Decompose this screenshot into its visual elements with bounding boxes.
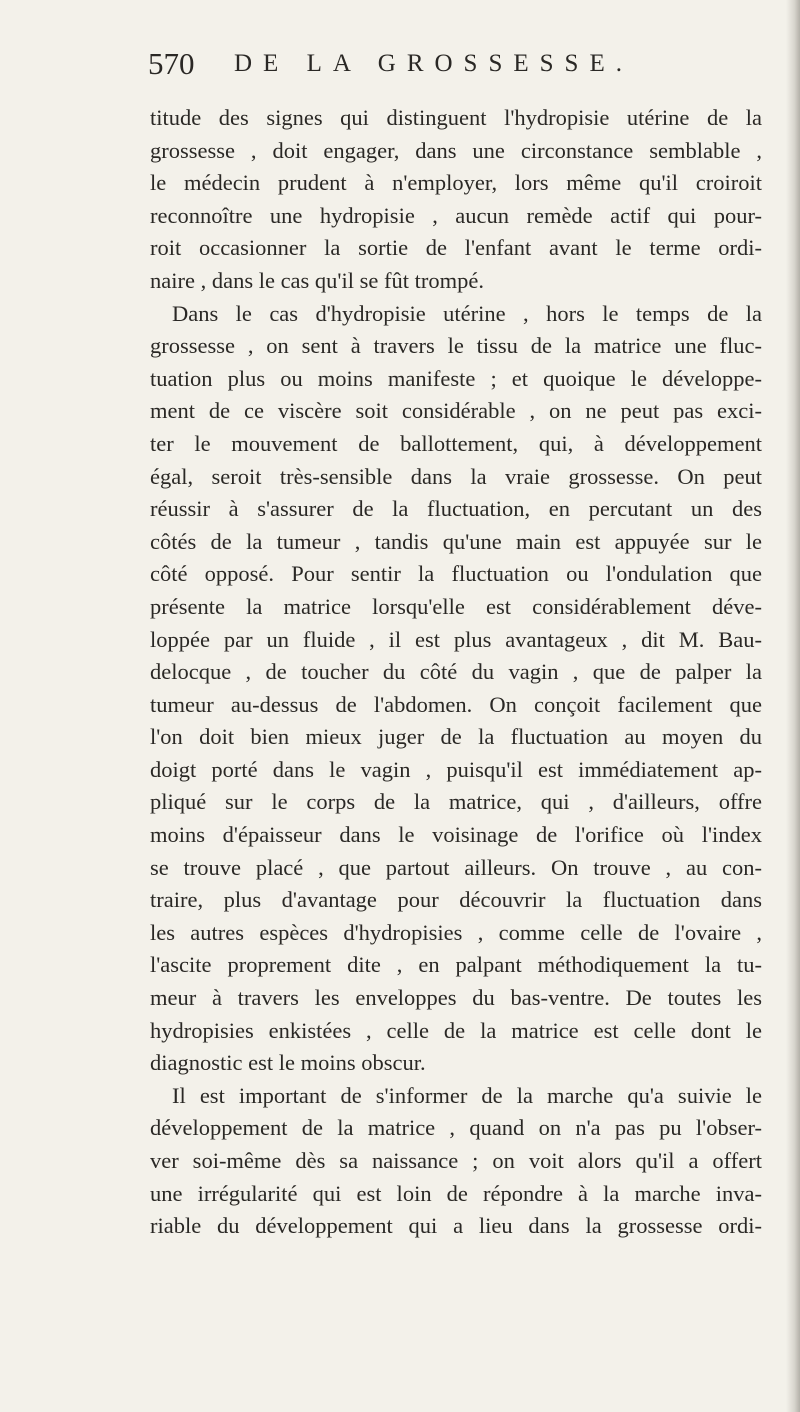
text-line: réussir à s'assurer de la fluctuation, en percutant un des xyxy=(150,496,762,522)
running-head xyxy=(148,44,768,94)
text-line: ter le mouvement de ballottement, qui, à développement xyxy=(150,430,762,456)
text-line: ment de ce viscère soit considérable , on ne peut pas exci- xyxy=(150,398,762,424)
text-line: reconnoître une hydropisie , aucun remède actif qui pour- xyxy=(150,202,762,228)
text-line: tuation plus ou moins manifeste ; et quoique le développe- xyxy=(150,365,762,391)
text-line: grossesse , on sent à travers le tissu de la matrice une fluc- xyxy=(150,333,762,359)
text-line: se trouve placé , que partout ailleurs. On trouve , au con- xyxy=(150,854,762,880)
text-line: meur à travers les enveloppes du bas-ventre. De toutes les xyxy=(150,985,762,1011)
text-line: Il est important de s'informer de la marche qu'a suivie le xyxy=(172,1082,762,1108)
text-line: côté opposé. Pour sentir la fluctuation ou l'ondulation que xyxy=(150,561,762,587)
page-number: 570 xyxy=(148,46,195,81)
text-line: tumeur au-dessus de l'abdomen. On conçoit facilement que xyxy=(150,691,762,717)
text-line: les autres espèces d'hydropisies , comme celle de l'ovaire , xyxy=(150,919,762,945)
text-line: une irrégularité qui est loin de répondre à la marche inva- xyxy=(150,1180,762,1206)
text-line: présente la matrice lorsqu'elle est considérablement déve- xyxy=(150,593,762,619)
text-line: l'ascite proprement dite , en palpant méthodiquement la tu- xyxy=(150,952,762,978)
text-line: roit occasionner la sortie de l'enfant avant le terme ordi- xyxy=(150,235,762,261)
text-line: l'on doit bien mieux juger de la fluctuation au moyen du xyxy=(150,724,762,750)
text-line: moins d'épaisseur dans le voisinage de l'orifice où l'index xyxy=(150,822,762,848)
page-edge-shadow xyxy=(786,0,800,1412)
text-line: côtés de la tumeur , tandis qu'une main est appuyée sur le xyxy=(150,528,762,554)
text-line: loppée par un fluide , il est plus avantageux , dit M. Bau- xyxy=(150,626,762,652)
text-line: égal, seroit très-sensible dans la vraie grossesse. On peut xyxy=(150,463,762,489)
text-line: grossesse , doit engager, dans une circonstance semblable , xyxy=(150,137,762,163)
text-line: titude des signes qui distinguent l'hydropisie utérine de la xyxy=(150,105,762,130)
text-line: le médecin prudent à n'employer, lors même qu'il croiroit xyxy=(150,170,762,196)
text-line: traire, plus d'avantage pour découvrir la fluctuation dans xyxy=(150,887,762,913)
text-line: ver soi-même dès sa naissance ; on voit alors qu'il a offert xyxy=(150,1148,762,1173)
text-line: delocque , de toucher du côté du vagin , que de palper la xyxy=(150,659,762,685)
text-line: développement de la matrice , quand on n'a pas pu l'obser- xyxy=(150,1115,762,1141)
text-line: diagnostic est le moins obscur. xyxy=(150,1050,426,1076)
text-line: pliqué sur le corps de la matrice, qui , d'ailleurs, offre xyxy=(150,789,762,815)
text-line: riable du développement qui a lieu dans la grossesse ordi- xyxy=(150,1213,762,1239)
text-line: Dans le cas d'hydropisie utérine , hors le temps de la xyxy=(172,300,762,326)
running-title: DE LA GROSSESSE. xyxy=(234,50,633,77)
body-text xyxy=(150,102,762,1243)
text-line: naire , dans le cas qu'il se fût trompé. xyxy=(150,267,484,293)
text-line: hydropisies enkistées , celle de la matrice est celle dont le xyxy=(150,1017,762,1043)
text-line: doigt porté dans le vagin , puisqu'il est immédiatement ap- xyxy=(150,756,762,782)
